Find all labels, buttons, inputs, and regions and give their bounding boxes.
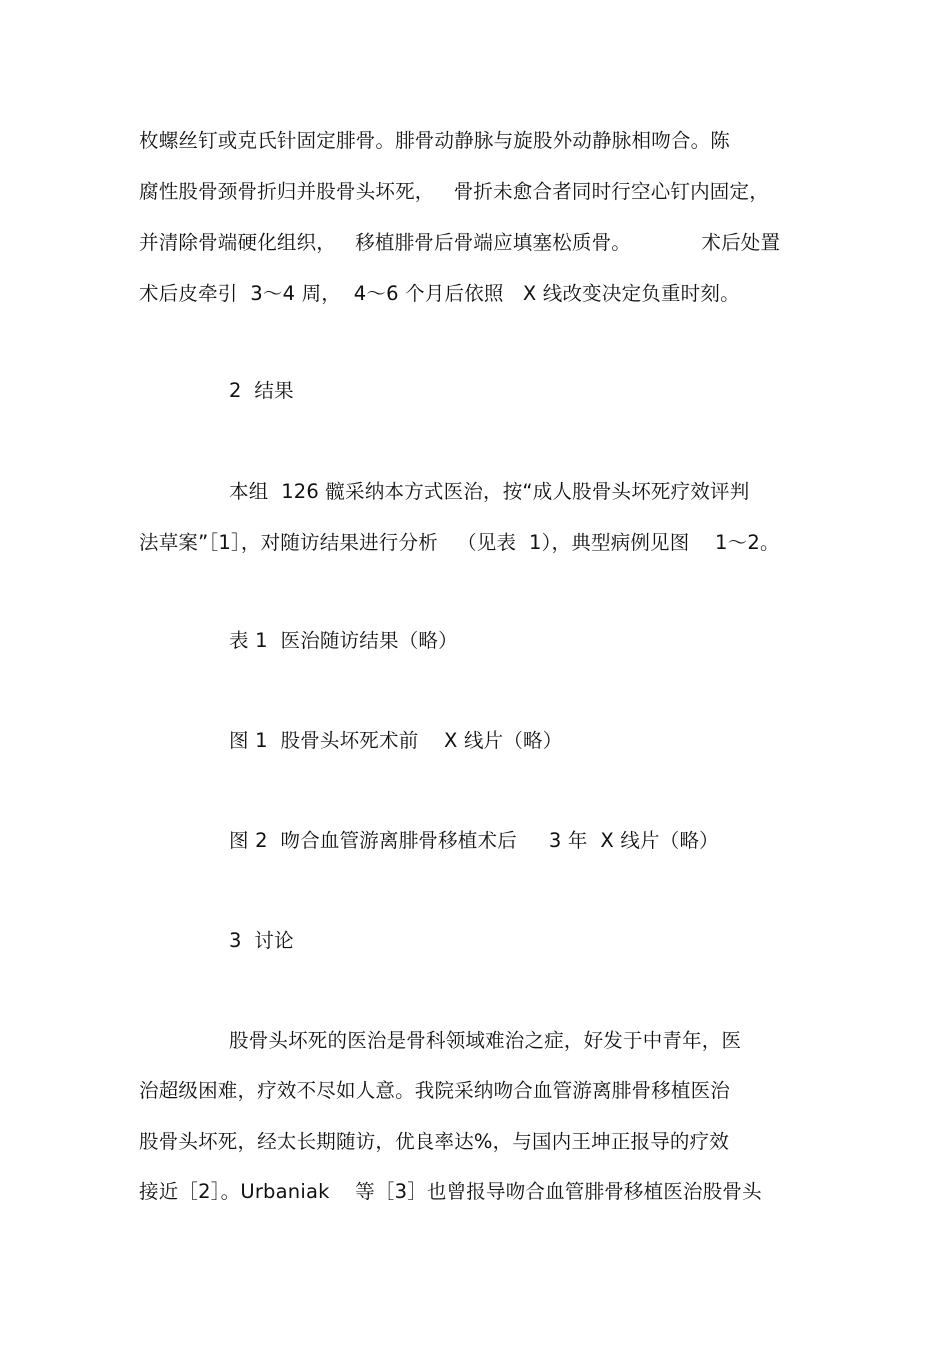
paragraph-3-line-2: 治超级困难，疗效不尽如人意。我院采纳吻合血管游离腓骨移植医治: [139, 1079, 731, 1102]
paragraph-1-line-1: 枚螺丝钉或克氏针固定腓骨。腓骨动静脉与旋股外动静脉相吻合。陈: [139, 129, 731, 152]
figure-caption-1: 图 1 股骨头坏死术前 X 线片（略）: [229, 729, 563, 752]
paragraph-3-line-1: 股骨头坏死的医治是骨科领域难治之症，好发于中青年，医: [229, 1029, 742, 1052]
paragraph-3-line-3: 股骨头坏死，经太长期随访，优良率达%，与国内王坤正报导的疗效: [139, 1130, 730, 1153]
paragraph-1-line-2: 腐性股骨颈骨折归并股骨头坏死， 骨折未愈合者同时行空心钉内固定，: [139, 180, 769, 203]
section-heading-results: 2 结果: [229, 379, 294, 402]
table-caption-1: 表 1 医治随访结果（略）: [229, 629, 458, 652]
paragraph-1-line-3: 并清除骨端硬化组织， 移植腓骨后骨端应填塞松质骨。 术后处置: [139, 231, 781, 254]
figure-caption-2: 图 2 吻合血管游离腓骨移植术后 3 年 X 线片（略）: [229, 829, 719, 852]
paragraph-1-line-4: 术后皮牵引 3～4 周， 4～6 个月后依照 X 线改变决定负重时刻。: [139, 282, 740, 305]
paragraph-2-line-2: 法草案”［1］，对随访结果进行分析 （见表 1），典型病例见图 1～2。: [139, 531, 780, 554]
section-heading-discussion: 3 讨论: [229, 929, 294, 952]
paragraph-3-line-4: 接近［2］。Urbaniak 等［3］也曾报导吻合血管腓骨移植医治股骨头: [139, 1180, 762, 1203]
paragraph-2-line-1: 本组 126 髋采纳本方式医治，按“成人股骨头坏死疗效评判: [229, 480, 750, 503]
